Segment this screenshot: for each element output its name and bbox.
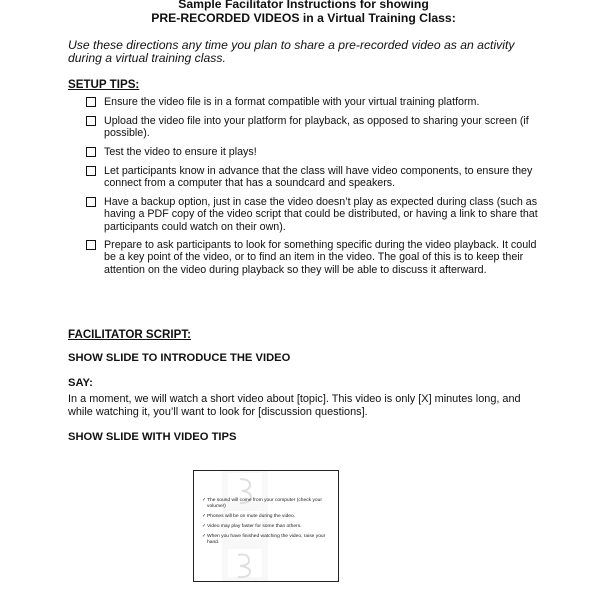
check-icon: ✓ [202, 534, 207, 539]
slide-tip [202, 524, 332, 530]
facilitator-script-label: FACILITATOR SCRIPT: [68, 328, 192, 341]
setup-tip-text: Ensure the video file is in a format compatible with your virtual training platform. [104, 96, 480, 108]
checkbox-icon [86, 166, 96, 176]
intro-paragraph: Use these directions any time you plan to share a pre-recorded video as an activity during a virtual training class. [68, 38, 515, 65]
checkbox-icon [86, 197, 96, 207]
setup-tip-text: Have a backup option, just in case the video doesn’t play as expected during class (such as having a PDF copy of the video script that could be distributed, or having a link to share that participants could watch on their own). [104, 196, 538, 233]
check-icon: ✓ [202, 498, 207, 503]
slide-tip [202, 534, 332, 546]
video-tips-slide-thumbnail [193, 470, 339, 582]
slide-tip-text: Video may play faster for some than others. [207, 524, 302, 529]
setup-tip-text: Prepare to ask participants to look for something specific during the video playback. It could be a key point of the video, or to find an item in the video. The goal of this is to keep their attention on the video during playback so they will be able to discuss it afterward. [104, 239, 537, 276]
setup-tip-text: Upload the video file into your platform for playback, as opposed to sharing your screen (if possible). [104, 115, 529, 140]
slide-tip-text: Phones will be on mute during the video. [207, 514, 296, 519]
show-slide-tips-heading: SHOW SLIDE WITH VIDEO TIPS [68, 431, 237, 443]
setup-tips-label: SETUP TIPS: [68, 78, 140, 91]
document-title-line-1: Sample Facilitator Instructions for showing [178, 0, 429, 11]
checkbox-icon [86, 240, 96, 250]
setup-tip-text: Let participants know in advance that the class will have video components, to ensure they connect from a computer that has a soundcard and speakers. [104, 165, 533, 190]
slide-tip [202, 498, 332, 510]
checkbox-icon [86, 147, 96, 157]
slide-tips-list [202, 498, 332, 550]
checkbox-icon [86, 97, 96, 107]
slide-tip [202, 514, 332, 520]
slide-tip-text: When you have finished watching the video, raise your hand. [207, 534, 326, 545]
slide-tip-text: The sound will come from your computer (check your volume!) [207, 498, 322, 509]
check-icon: ✓ [202, 524, 207, 529]
say-label: SAY: [68, 377, 93, 389]
checkbox-icon [86, 116, 96, 126]
setup-tip-text: Test the video to ensure it plays! [104, 146, 257, 158]
check-icon: ✓ [202, 514, 207, 519]
show-slide-intro-heading: SHOW SLIDE TO INTRODUCE THE VIDEO [68, 352, 291, 364]
say-text: In a moment, we will watch a short video about [topic]. This video is only [X] minutes long, and while watching it, you’ll want to look for [discussion questions]. [68, 393, 521, 418]
document-title-line-2: PRE-RECORDED VIDEOS in a Virtual Training Class: [151, 11, 456, 25]
